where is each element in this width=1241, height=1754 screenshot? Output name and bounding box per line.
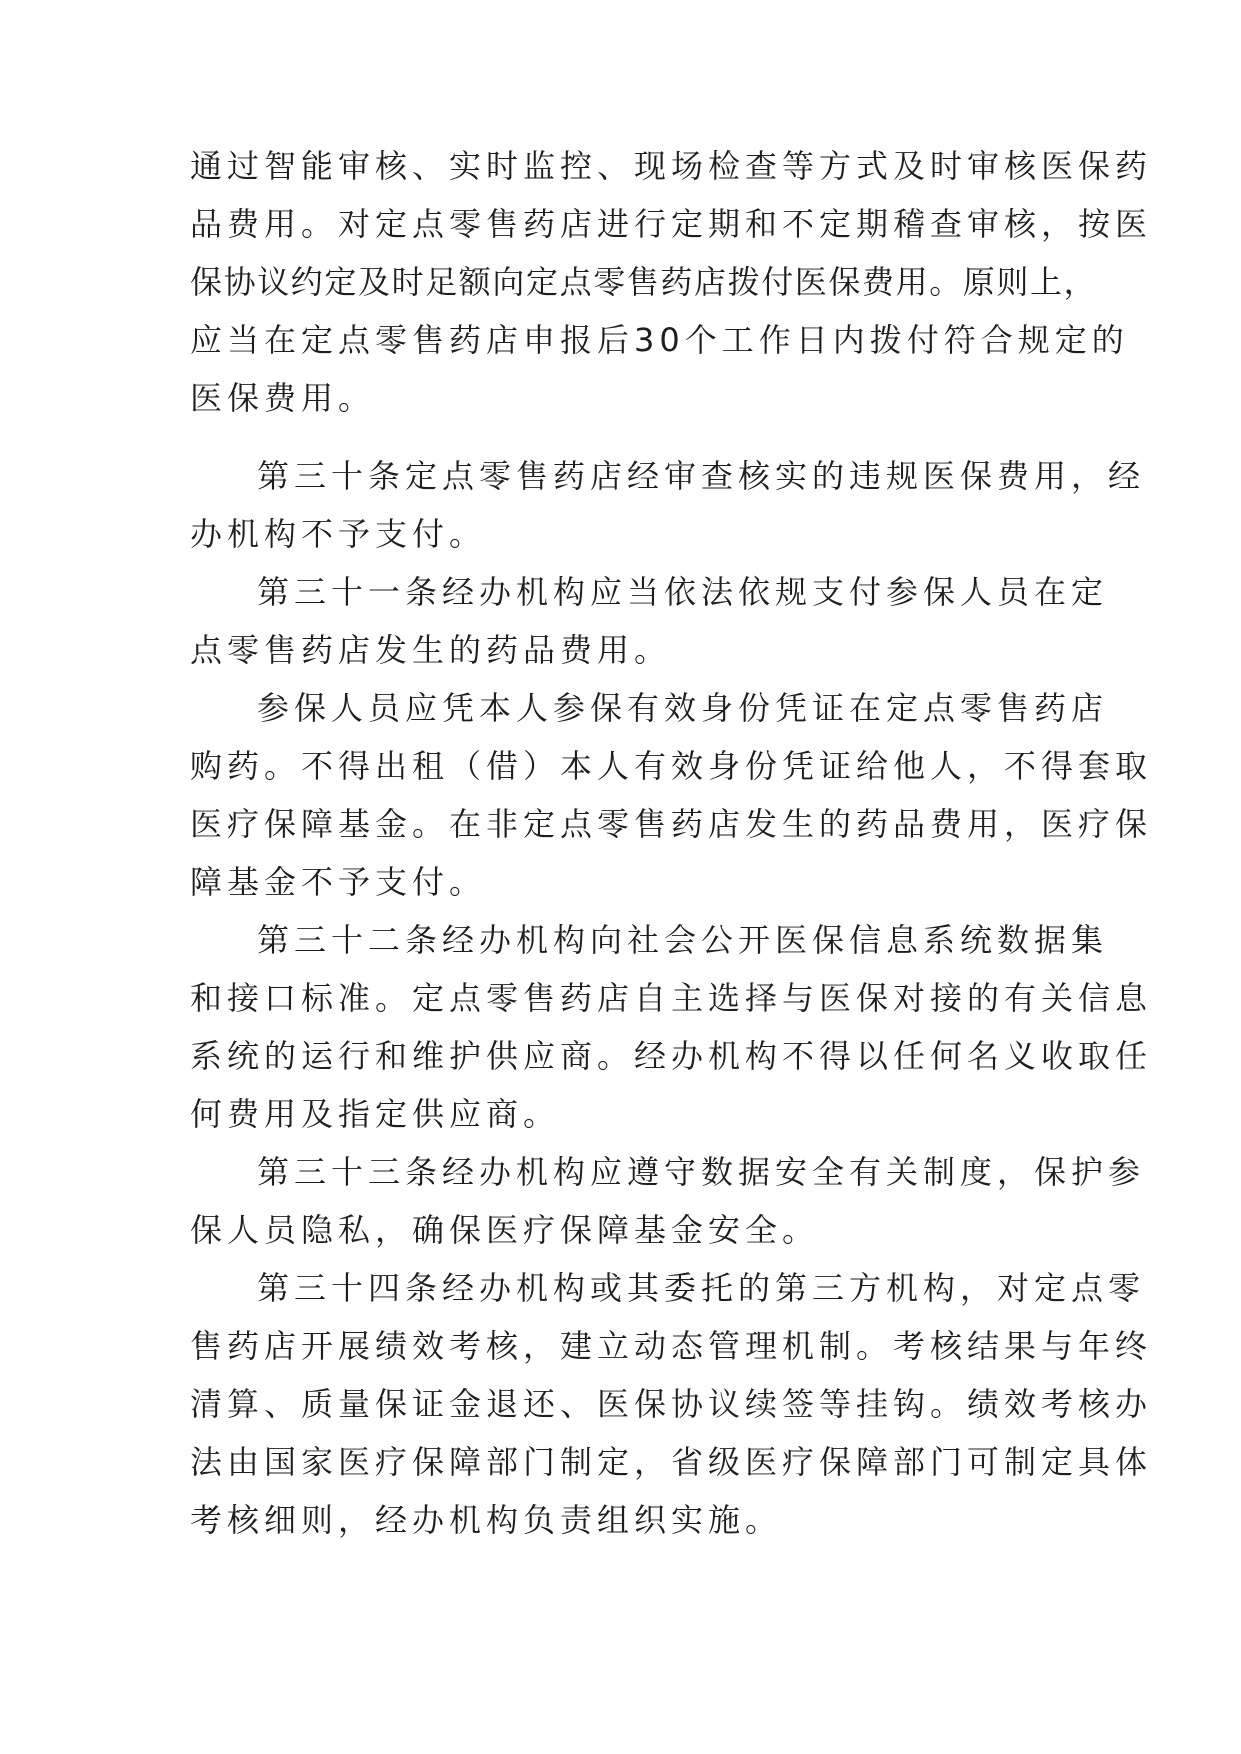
paragraph-insured-line-3: 医疗保障基金。在非定点零售药店发生的药品费用，医疗保 [190, 805, 1153, 843]
article-32-line-2: 和接口标准。定点零售药店自主选择与医保对接的有关信息 [190, 979, 1153, 1017]
article-34-line-4: 法由国家医疗保障部门制定，省级医疗保障部门可制定具体 [190, 1443, 1153, 1481]
paragraph-1-line-4: 应当在定点零售药店申报后30个工作日内拨付符合规定的 [190, 321, 1129, 359]
article-31-line-1: 第三十一条经办机构应当依法依规支付参保人员在定 [257, 573, 1109, 611]
article-33-line-2: 保人员隐私，确保医疗保障基金安全。 [190, 1211, 820, 1249]
article-34-line-1: 第三十四条经办机构或其委托的第三方机构，对定点零 [257, 1269, 1146, 1307]
article-30-line-1: 第三十条定点零售药店经审查核实的违规医保费用，经 [257, 457, 1146, 495]
article-32-line-1: 第三十二条经办机构向社会公开医保信息系统数据集 [257, 921, 1109, 959]
article-30-line-2: 办机构不予支付。 [190, 515, 487, 553]
article-32-line-3: 系统的运行和维护供应商。经办机构不得以任何名义收取任 [190, 1037, 1153, 1075]
article-34-line-3: 清算、质量保证金退还、医保协议续签等挂钩。绩效考核办 [190, 1385, 1153, 1423]
paragraph-insured-line-4: 障基金不予支付。 [190, 863, 487, 901]
article-33-line-1: 第三十三条经办机构应遵守数据安全有关制度，保护参 [257, 1153, 1146, 1191]
paragraph-1-line-2: 品费用。对定点零售药店进行定期和不定期稽查审核，按医 [190, 205, 1153, 243]
paragraph-insured-line-2: 购药。不得出租（借）本人有效身份凭证给他人，不得套取 [190, 747, 1153, 785]
paragraph-1-line-3: 保协议约定及时足额向定点零售药店拨付医保费用。原则上， [190, 263, 1098, 301]
paragraph-1-line-1: 通过智能审核、实时监控、现场检查等方式及时审核医保药 [190, 147, 1153, 185]
article-31-line-2: 点零售药店发生的药品费用。 [190, 631, 672, 669]
article-32-line-4: 何费用及指定供应商。 [190, 1095, 561, 1133]
paragraph-insured-line-1: 参保人员应凭本人参保有效身份凭证在定点零售药店 [257, 689, 1109, 727]
paragraph-1-line-5: 医保费用。 [190, 379, 376, 417]
article-34-line-2: 售药店开展绩效考核，建立动态管理机制。考核结果与年终 [190, 1327, 1153, 1365]
article-34-line-5: 考核细则，经办机构负责组织实施。 [190, 1501, 783, 1539]
